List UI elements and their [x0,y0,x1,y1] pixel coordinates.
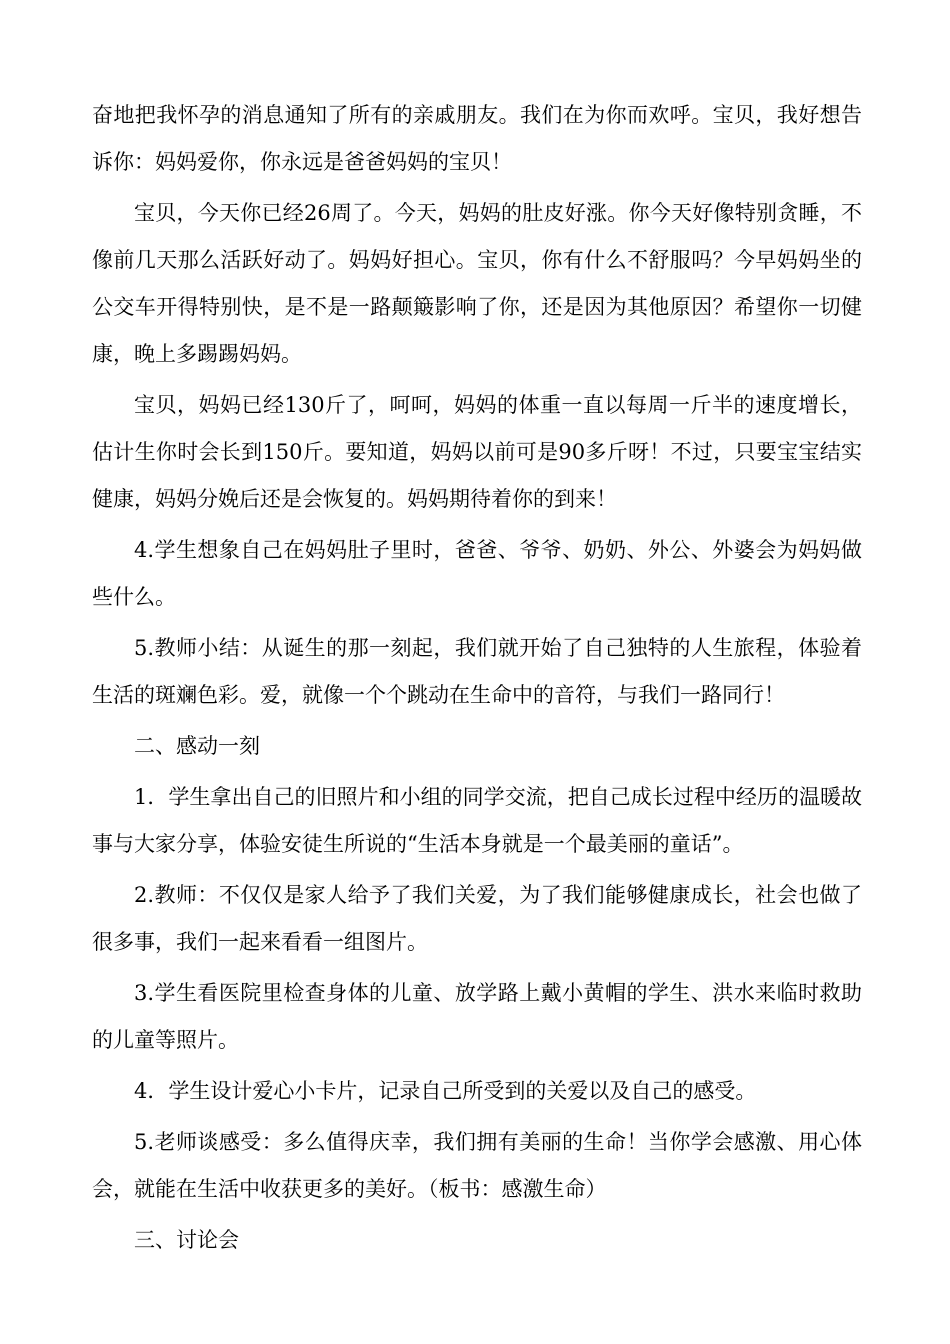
paragraph-item-1-photos: 1．学生拿出自己的旧照片和小组的同学交流，把自己成长过程中经历的温暖故事与大家分享，体验安徒生所说的“生活本身就是一个最美丽的童话”。 [92,785,862,856]
paragraph-continued-intro: 奋地把我怀孕的消息通知了所有的亲戚朋友。我们在为你而欢呼。宝贝，我好想告诉你：妈妈爱你，你永远是爸爸妈妈的宝贝！ [92,103,862,174]
section-heading-discussion: 三、讨论会 [134,1228,239,1252]
paragraph-item-3-pictures: 3.学生看医院里检查身体的儿童、放学路上戴小黄帽的学生、洪水来临时救助的儿童等照片。 [92,981,862,1052]
section-heading-moving-moment: 二、感动一刻 [134,734,260,758]
paragraph-week-26: 宝贝，今天你已经26周了。今天，妈妈的肚皮好涨。你今天好像特别贪睡，不像前几天那么活跃好动了。妈妈好担心。宝贝，你有什么不舒服吗？今早妈妈坐的公交车开得特别快，是不是一路颠簸影响了你，还是因为其他原因？希望你一切健康，晚上多踢踢妈妈。 [92,201,862,366]
paragraph-step-4: 4.学生想象自己在妈妈肚子里时，爸爸、爷爷、奶奶、外公、外婆会为妈妈做些什么。 [92,538,862,609]
paragraph-weight: 宝贝，妈妈已经130斤了，呵呵，妈妈的体重一直以每周一斤半的速度增长，估计生你时会长到150斤。要知道，妈妈以前可是90多斤呀！不过，只要宝宝结实健康，妈妈分娩后还是会恢复的。妈妈期待着你的到来！ [92,393,862,511]
paragraph-step-5-summary: 5.教师小结：从诞生的那一刻起，我们就开始了自己独特的人生旅程，体验着生活的斑斓色彩。爱，就像一个个跳动在生命中的音符，与我们一路同行！ [92,636,862,707]
paragraph-item-4-cards: 4．学生设计爱心小卡片，记录自己所受到的关爱以及自己的感受。 [134,1079,757,1103]
paragraph-item-2-teacher: 2.教师：不仅仅是家人给予了我们关爱，为了我们能够健康成长，社会也做了很多事，我们一起来看看一组图片。 [92,883,862,954]
paragraph-item-5-feelings: 5.老师谈感受：多么值得庆幸，我们拥有美丽的生命！当你学会感激、用心体会，就能在生活中收获更多的美好。（板书：感激生命） [92,1130,862,1201]
